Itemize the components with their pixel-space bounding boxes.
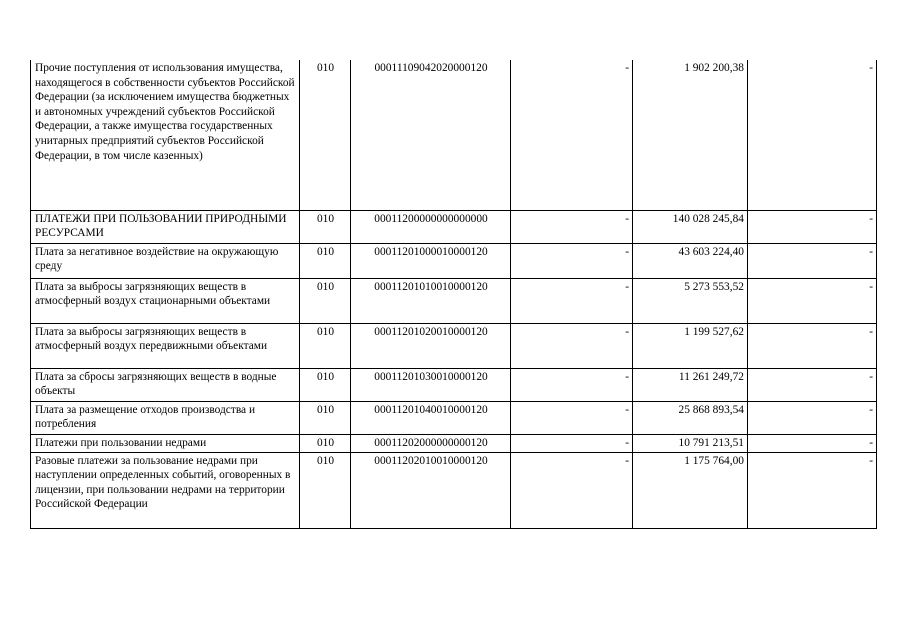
line-code: 010 bbox=[300, 401, 351, 434]
approved-amount: - bbox=[511, 368, 633, 401]
budget-classification-code: 00011201040010000120 bbox=[351, 401, 511, 434]
budget-classification-code: 00011202000000000120 bbox=[351, 434, 511, 452]
row-name: ПЛАТЕЖИ ПРИ ПОЛЬЗОВАНИИ ПРИРОДНЫМИ РЕСУРСАМИ bbox=[31, 210, 300, 243]
approved-amount: - bbox=[511, 452, 633, 528]
budget-classification-code: 00011201010010000120 bbox=[351, 278, 511, 323]
line-code: 010 bbox=[300, 434, 351, 452]
report-sheet bbox=[30, 60, 876, 529]
approved-amount: - bbox=[511, 60, 633, 210]
unexecuted-amount: - bbox=[748, 210, 877, 243]
executed-amount: 5 273 553,52 bbox=[633, 278, 748, 323]
row-name: Плата за выбросы загрязняющих веществ в атмосферный воздух стационарными объектами bbox=[31, 278, 300, 323]
row-name: Плата за размещение отходов производства и потребления bbox=[31, 401, 300, 434]
budget-classification-code: 00011201000010000120 bbox=[351, 243, 511, 278]
executed-amount: 1 175 764,00 bbox=[633, 452, 748, 528]
unexecuted-amount: - bbox=[748, 278, 877, 323]
row-name: Разовые платежи за пользование недрами при наступлении определенных событий, оговоренных в лицензии, при пользовании недрами на территории Российской Федерации bbox=[31, 452, 300, 528]
approved-amount: - bbox=[511, 323, 633, 368]
executed-amount: 10 791 213,51 bbox=[633, 434, 748, 452]
executed-amount: 1 902 200,38 bbox=[633, 60, 748, 210]
row-name: Плата за сбросы загрязняющих веществ в водные объекты bbox=[31, 368, 300, 401]
line-code: 010 bbox=[300, 452, 351, 528]
table-row bbox=[31, 401, 877, 434]
unexecuted-amount: - bbox=[748, 243, 877, 278]
budget-classification-code: 00011109042020000120 bbox=[351, 60, 511, 210]
table-row bbox=[31, 368, 877, 401]
table-row bbox=[31, 278, 877, 323]
budget-classification-code: 00011201020010000120 bbox=[351, 323, 511, 368]
executed-amount: 1 199 527,62 bbox=[633, 323, 748, 368]
row-name: Прочие поступления от использования имущества, находящегося в собственности субъектов Российской Федерации (за исключением имущества бюджетных и автономных учреждений субъектов Российской Федерации, а также имущества государственных унитарных предприятий субъектов Российской Федерации, в том числе казенных) bbox=[31, 60, 300, 210]
table-row bbox=[31, 452, 877, 528]
row-name: Платежи при пользовании недрами bbox=[31, 434, 300, 452]
table-row bbox=[31, 243, 877, 278]
table-row bbox=[31, 434, 877, 452]
budget-classification-code: 00011202010010000120 bbox=[351, 452, 511, 528]
unexecuted-amount: - bbox=[748, 368, 877, 401]
unexecuted-amount: - bbox=[748, 323, 877, 368]
table-row bbox=[31, 210, 877, 243]
executed-amount: 140 028 245,84 bbox=[633, 210, 748, 243]
executed-amount: 25 868 893,54 bbox=[633, 401, 748, 434]
row-name: Плата за негативное воздействие на окружающую среду bbox=[31, 243, 300, 278]
unexecuted-amount: - bbox=[748, 60, 877, 210]
row-name: Плата за выбросы загрязняющих веществ в атмосферный воздух передвижными объектами bbox=[31, 323, 300, 368]
line-code: 010 bbox=[300, 60, 351, 210]
approved-amount: - bbox=[511, 401, 633, 434]
line-code: 010 bbox=[300, 210, 351, 243]
unexecuted-amount: - bbox=[748, 434, 877, 452]
line-code: 010 bbox=[300, 368, 351, 401]
line-code: 010 bbox=[300, 278, 351, 323]
executed-amount: 43 603 224,40 bbox=[633, 243, 748, 278]
budget-classification-code: 00011201030010000120 bbox=[351, 368, 511, 401]
approved-amount: - bbox=[511, 278, 633, 323]
unexecuted-amount: - bbox=[748, 401, 877, 434]
revenue-table bbox=[30, 60, 877, 529]
unexecuted-amount: - bbox=[748, 452, 877, 528]
line-code: 010 bbox=[300, 323, 351, 368]
approved-amount: - bbox=[511, 434, 633, 452]
table-row bbox=[31, 60, 877, 210]
approved-amount: - bbox=[511, 210, 633, 243]
approved-amount: - bbox=[511, 243, 633, 278]
executed-amount: 11 261 249,72 bbox=[633, 368, 748, 401]
table-row bbox=[31, 323, 877, 368]
budget-classification-code: 00011200000000000000 bbox=[351, 210, 511, 243]
line-code: 010 bbox=[300, 243, 351, 278]
